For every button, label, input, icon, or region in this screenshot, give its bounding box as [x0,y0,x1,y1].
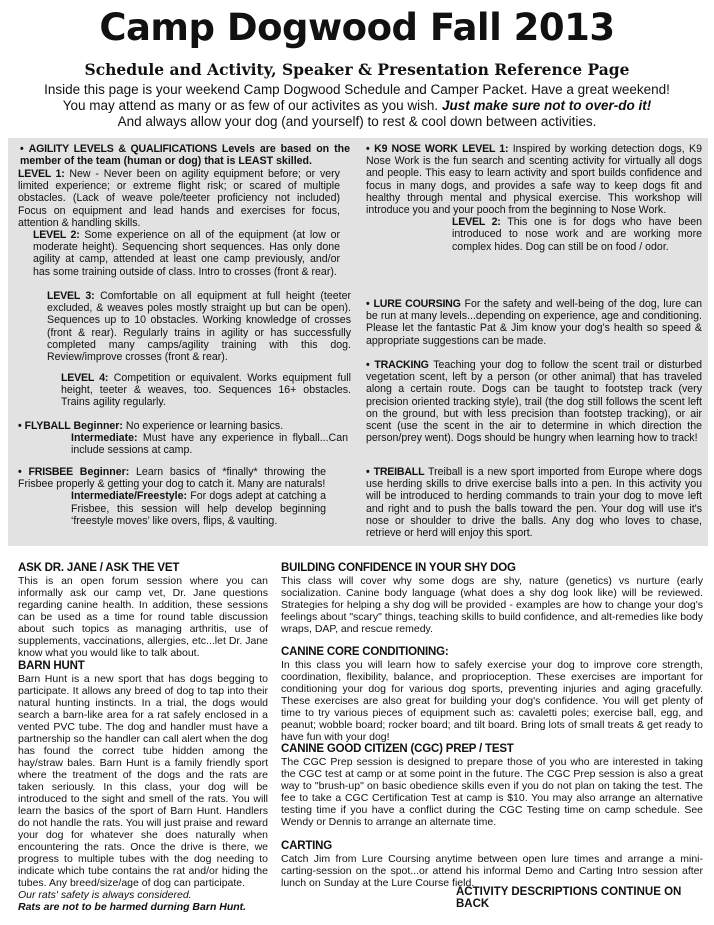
agility-section: • AGILITY LEVELS & QUALIFICATIONS Levels are based on the member of the team (human or dog) that is LEAST skilled. [20,143,350,168]
lure-heading: LURE COURSING [373,298,461,310]
ask-vet-heading: ASK DR. JANE / ASK THE VET [18,562,180,574]
intro-warning: Just make sure not to over-do it! [441,98,652,113]
barn-hunt-warning: Rats are not to be harmed durning Barn Hunt. [18,901,247,913]
cgc-heading: CANINE GOOD CITIZEN (CGC) PREP / TEST [281,743,514,755]
barn-hunt-note: Our rats' safety is always considered. [18,889,192,901]
intro-text [0,82,714,130]
agility-level-2: LEVEL 2: Some experience on all of the equipment (at low or moderate height). Sequencing short sequences. Has only done agility at camp, attended at least one camp previously, and/or has some training outside of class. Intro to crosses (front & rear). [33,229,340,278]
agility-level-1: LEVEL 1: New - Never been on agility equipment before; or very limited experience; or extreme flight risk; or scared of multiple obstacles. (Lack of weave pole/teeter proficiency not included) Focus on equipment and lead hands and exercises for focus, attention & handling skills. [18,168,340,229]
k9-nosework-section: • K9 NOSE WORK LEVEL 1: Inspired by working detection dogs, K9 Nose Work is the fun search and scenting activity for virtually all dogs and people. This easy to learn activity and sport builds confidence and focus in many dogs, and provides a safe way to keep dogs fit and healthy through mental and physical exercise. This workshop will introduce you and your pooch from the beginning to Nose Work. LEVEL 2: This one is for dogs who have been introduced to nose work and are working more complex hides. Dog can still be on food / odor. [366,143,703,253]
carting-section: CARTING Catch Jim from Lure Coursing anytime between open lure times and arrange a mini-carting-session on the spot...or attend his informal Demo and Carting Intro session after lunch on Sunday at the Lure Course field. [281,840,703,889]
tracking-section: • TRACKING Teaching your dog to follow the scent trail or disturbed vegetation scent, left by a person (or other animal) that has traveled along a certain route. Dogs can be taught to footstep track (very precision oriented tracking style), trail (the dog still follows the scent left on the ground, but with less precision than footstep tracking), or air scent (use the scent in the air to determine in which direction the person/prey went). Dogs should be hungry when learning how to track! [366,359,702,445]
core-heading: CANINE CORE CONDITIONING: [281,646,449,658]
agility-level-4: LEVEL 4: Competition or equivalent. Works equipment full height, teeter & weaves, too. Sequences 16+ obstacles. Trains agility regularly. [61,372,351,409]
tracking-heading: TRACKING [374,359,429,371]
page-subtitle: Schedule and Activity, Speaker & Presentation Reference Page [84,60,630,79]
flyball-heading: FLYBALL [24,420,71,432]
barn-hunt-heading: BARN HUNT [18,660,85,672]
core-conditioning-section: CANINE CORE CONDITIONING: In this class you will learn how to safely exercise your dog to improve core strength, coordination, flexibility, balance, and proprioception. These exercises are important for conditioning your dog for various dog sports, preventing injuries and aging gracefully. These exercises are also great for building your dog's confidence. You will get plenty of time to try various pieces of equipment such as: cavaletti poles; exercise ball, egg, and peanut; wobble board; rocker board; and tilt board. Bring lots of small treats & get ready to have fun with your dog! [281,646,703,743]
agility-heading: AGILITY LEVELS & QUALIFICATIONS [28,143,217,155]
intro-line-2: You may attend as many or as few of our activites as you wish. Just make sure not to over-do it! [62,98,652,113]
treiball-section: • TREIBALL Treiball is a new sport imported from Europe where dogs use herding skills to drive exercise balls into a pen. In this activity you will be introduced to herding commands to train your dog to move left and right and to push the balls toward the pen. Your dog will use it's nose or shoulder to drive the balls. Any dog who loves to chase, retrieve or herd will enjoy this sport. [366,466,702,540]
cgc-section: CANINE GOOD CITIZEN (CGC) PREP / TEST The CGC Prep session is designed to prepare those of you who are interested in taking the CGC test at camp or at some point in the future. The CGC Prep session is also a great way to "brush-up" on basic obedience skills even if you do not plan on taking the test. The fee to take a CGC Certification Test at camp is $10. You may also arrange an alternative testing time if you have a conflict during the CGC Testing time on camp schedule. See Wendy or Dennis to arrange an alternate time. [281,743,703,828]
intro-line-3: And always allow your dog (and yourself) to rest & cool down between activities. [117,114,597,129]
agility-level-3: LEVEL 3: Comfortable on all equipment at full height (teeter excluded, & weaves poles mostly straight up but can be open). Sequences up to 10 obstacles. Working knowledge of crosses (front & rear). Regularly trains in agility or has successfully completed many camps/agility training with this dog. Review/improve crosses (front & rear). [47,290,351,364]
frisbee-section: • FRISBEE Beginner: Learn basics of *finally* throwing the Frisbee properly & getting your dog to catch it. Many are naturals! Intermediate/Freestyle: For dogs adept at catching a Frisbee, this session will help develop beginning ‘freestyle moves’ like overs, flips, & vaulting. [18,466,326,527]
confidence-heading: BUILDING CONFIDENCE IN YOUR SHY DOG [281,562,516,574]
lure-coursing-section: • LURE COURSING For the safety and well-being of the dog, lure can be run at many levels...depending on experience, age and conditioning. Please let the fantastic Pat & Jim know your dog's health so speed & appropriate suggestions can be made. [366,298,702,347]
carting-heading: CARTING [281,840,332,852]
barn-hunt-section: BARN HUNT Barn Hunt is a new sport that has dogs begging to participate. It allows any breed of dog to tap into their natural hunting instincts. In a trial, the dogs would search a barn-like area for a rat safely enclosed in a vented PVC tube. The dog and handler must have a partnership so the handler can call alert when the dog has found the correct tube hidden among the hay/straw bales. Barn Hunt is a family friendly sport where the treatment of the dogs and the rats are taken seriously. In this class, your dog will be introduced to the sight and smell of the rats. You will learn the basics of the sport of Barn Hunt. Handlers do not handle the rats. You will just praise and reward your dog for whatever she does naturally when encountering the rats. Once the drive is there, we progress to multiple tubes with the dog needing to indicate which tube contains the rat and/or hiding the tubes. Any breed/size/age of dog can participate. Our rats' safety is always considered. Rats are not to be harmed durning Barn Hunt. [18,660,268,913]
agility-heading-rest: Levels are based on the member of the team (human or dog) that is LEAST skilled. [20,143,350,168]
treiball-heading: TREIBALL [373,466,425,478]
confidence-section: BUILDING CONFIDENCE IN YOUR SHY DOG This class will cover why some dogs are shy, nature (genetics) vs nurture (early socialization. Canine body language (what does a shy dog look like) will be reviewed. Strategies for helping a shy dog will be provided - examples are how to change your dog's feelings about "scary" things, teaching skills to build confidence, and alt-remedies like body wraps, DAP, and rescue remedy. [281,562,703,635]
flyball-section: • FLYBALL Beginner: No experience or learning basics. Intermediate: Must have any experience in flyball...Can include sessions at camp. [18,420,348,457]
ask-vet-section: ASK DR. JANE / ASK THE VET This is an open forum session where you can informally ask our camp vet, Dr. Jane questions regarding canine health. In addition, these sessions can be used as a time for round table discussion about such topics as managing arthritis, use of supplements, vaccinations, allergies, etc...let Dr. Jane know what you would like to talk about. [18,562,268,659]
intro-line-1: Inside this page is your weekend Camp Dogwood Schedule and Camper Packet. Have a great weekend! [44,82,670,97]
page-title: Camp Dogwood Fall 2013 [99,6,615,49]
frisbee-heading: FRISBEE [28,466,74,478]
k9-heading: K9 NOSE WORK [374,143,458,155]
continue-notice: ACTIVITY DESCRIPTIONS CONTINUE ON BACK [456,886,682,910]
